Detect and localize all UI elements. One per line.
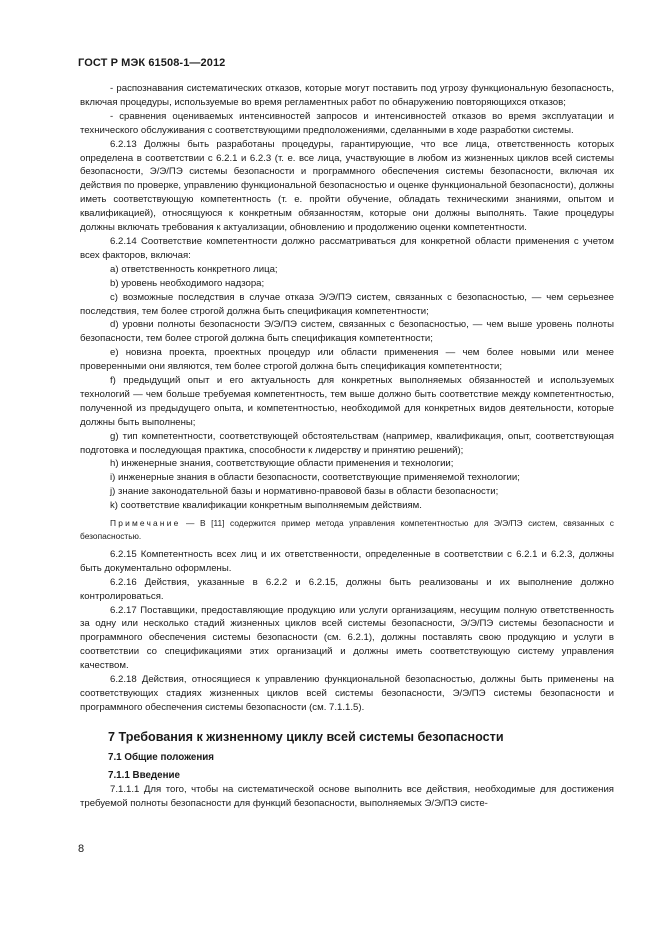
paragraph: 6.2.13 Должны быть разработаны процедуры, гарантирующие, что все лица, ответственность которых определена в соответствии с 6.2.1 и 6.2.3 (т. е. все лица, участвующие в любом из жизненных циклов всей системы безопасности, Э/Э/ПЭ системы безопасности и программного обеспечения системы безопасности, включая их действия по проверке, управлению функциональной безопасностью и оценке функциональной безопасности), должны иметь соответствующую компетентность (т. е. пройти обучение, обладать техническими знаниями, опытом и квалификацией), относящуюся к конкретным обязанностям, которые они должны выполнять. Такие процедуры должны включать требования к актуализации, обновлению и продолжению оценки компетентности. xyxy=(80,138,614,234)
paragraph: 6.2.14 Соответствие компетентности должно рассматриваться для конкретной области применения с учетом всех факторов, включая: xyxy=(80,235,614,261)
list-item: a) ответственность конкретного лица; xyxy=(110,263,278,275)
paragraph: - распознавания систематических отказов, которые могут поставить под угрозу функциональную безопасность, включая процедуры, используемые во время регламентных работ по обнаружению повторяющихся отказов; xyxy=(80,83,614,108)
list-item: b) уровень необходимого надзора; xyxy=(110,277,265,289)
paragraph: 6.2.16 Действия, указанные в 6.2.2 и 6.2.15, должны быть реализованы и их выполнение должно контролироваться. xyxy=(80,576,614,602)
paragraph: 6.2.17 Поставщики, предоставляющие продукцию или услуги организациям, несущим полную ответственность за одну или несколько стадий жизненных циклов всей системы безопасности, Э/Э/ПЭ системы безопасности и программного обеспечения системы безопасности (см. 6.2.1), должны поставлять свою продукцию и услуги в соответствии со спецификациями этих организаций и должны иметь соответствующую систему управления качеством. xyxy=(80,604,614,672)
list-item: d) уровни полноты безопасности Э/Э/ПЭ систем, связанных с безопасностью, — чем выше уровень полноты безопасности, тем более строгой должна быть спецификация компетентности; xyxy=(80,319,614,345)
paragraph: 6.2.18 Действия, относящиеся к управлению функциональной безопасностью, должны быть применены на соответствующих стадиях жизненных циклов всей системы безопасности, Э/Э/ПЭ системы безопасности и программного обеспечения системы безопасности (см. 7.1.1.5). xyxy=(80,674,614,713)
list-item: h) инженерные знания, соответствующие области применения и технологии; xyxy=(110,458,454,470)
list-item: i) инженерные знания в области безопасности, соответствующие применяемой технологии; xyxy=(110,472,520,484)
document-body xyxy=(80,82,614,811)
subsubsection-heading: 7.1.1 Введение xyxy=(108,769,180,781)
list-item: g) тип компетентности, соответствующей обстоятельствам (например, квалификация, опыт, соответствующая подготовка и последующая практика, способности к лидерству и принятию решений); xyxy=(80,430,614,456)
list-item: e) новизна проекта, проектных процедур или области применения — чем более новыми или менее проверенными они являются, тем более строгой должна быть спецификация компетентности; xyxy=(80,347,614,373)
note-label: Примечание xyxy=(110,518,181,529)
paragraph: - сравнения оцениваемых интенсивностей запросов и интенсивностей отказов во время эксплуатации и технического обслуживания с соответствующими предположениями, сделанными в ходе разработки системы. xyxy=(80,110,614,136)
list-item: k) соответствие квалификации конкретным выполняемым действиям. xyxy=(110,500,422,512)
page-number: 8 xyxy=(78,843,85,855)
paragraph: 6.2.15 Компетентность всех лиц и их ответственности, определенные в соответствии с 6.2.1 и 6.2.3, должны быть документально оформлены. xyxy=(80,548,614,574)
document-header: ГОСТ Р МЭК 61508-1—2012 xyxy=(78,57,226,69)
list-item: j) знание законодательной базы и нормативно-правовой базы в области безопасности; xyxy=(110,486,499,498)
paragraph: 7.1.1.1 Для того, чтобы на систематической основе выполнить все действия, необходимые для достижения требуемой полноты безопасности для функций безопасности, выполняемых Э/Э/ПЭ систе- xyxy=(80,783,614,809)
subsection-heading: 7.1 Общие положения xyxy=(108,751,215,763)
section-heading: 7 Требования к жизненному циклу всей системы безопасности xyxy=(108,729,504,744)
list-item: c) возможные последствия в случае отказа Э/Э/ПЭ систем, связанных с безопасностью, — чем серьезнее последствия, тем более строгой должна быть спецификация компетентности; xyxy=(80,291,614,317)
list-item: f) предыдущий опыт и его актуальность для конкретных выполняемых обязанностей и используемых технологий — чем больше требуемая компетентность, тем выше должно быть соответствие между компетентностью, полученной из предыдущего опыта, и компетентностью, необходимой для конкретных видов деятельности, которые должны быть выполнены; xyxy=(80,375,614,428)
note-text: — В [11] содержится пример метода управления компетентностью для Э/Э/ПЭ систем, связанных с безопасностью. xyxy=(80,518,614,541)
note xyxy=(80,517,614,542)
